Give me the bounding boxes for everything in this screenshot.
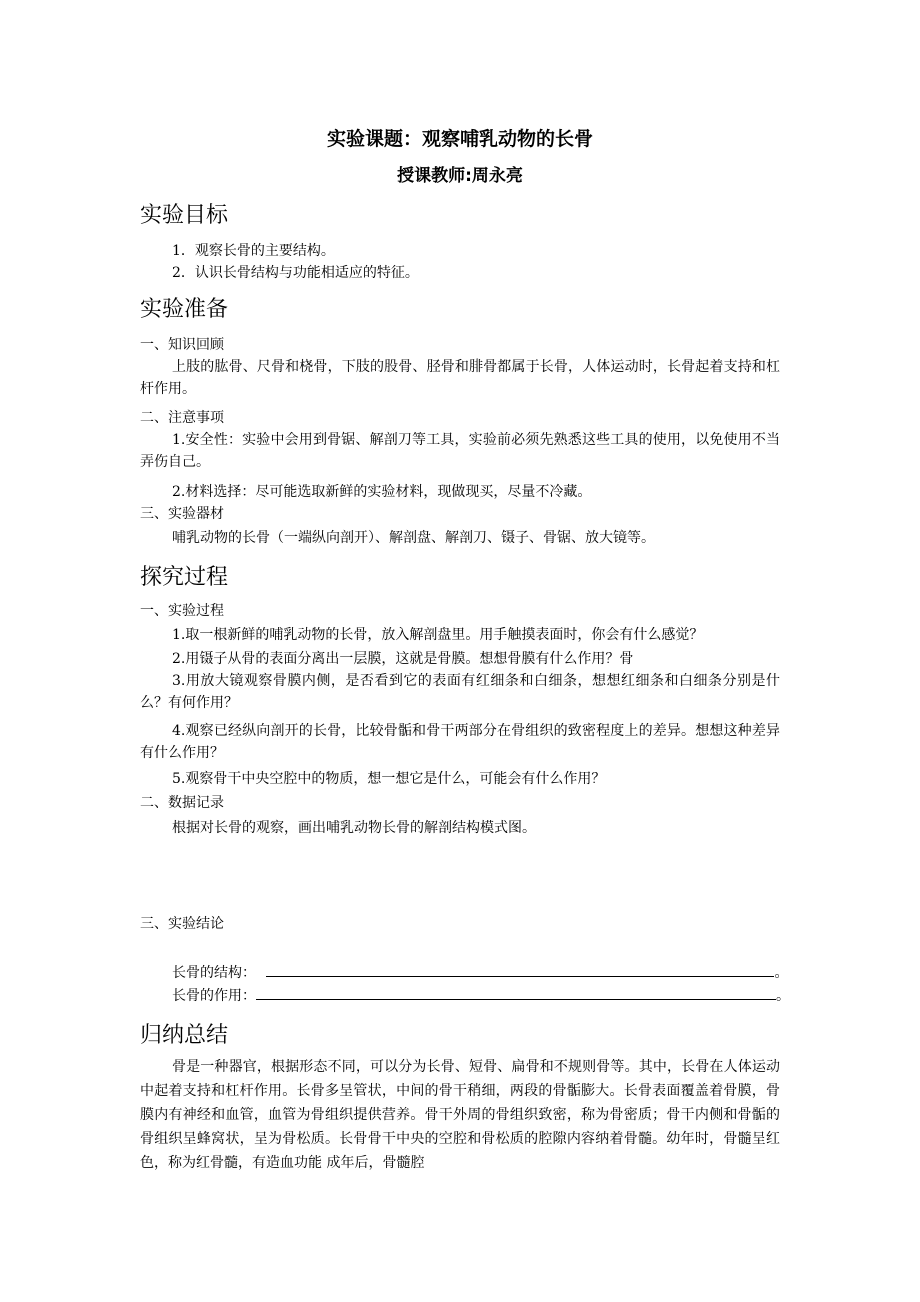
- step-5: 5.观察骨干中央空腔中的物质，想一想它是什么，可能会有什么作用？: [172, 771, 606, 787]
- structure-row: [172, 962, 788, 982]
- process-heading: 探究过程: [140, 565, 229, 590]
- record-text: 根据对长骨的观察，画出哺乳动物长骨的解剖结构模式图。: [172, 820, 536, 836]
- step-2: 2.用镊子从骨的表面分离出一层膜，这就是骨膜。想想骨膜有什么作用？骨: [172, 651, 634, 667]
- structure-period: 。: [774, 965, 789, 981]
- function-period: 。: [776, 988, 790, 1004]
- record-title: 二、数据记录: [140, 795, 224, 811]
- structure-label: 长骨的结构：: [172, 965, 256, 981]
- objectives-heading: 实验目标: [140, 203, 229, 228]
- teacher-name: 授课教师:周永亮: [397, 166, 523, 186]
- function-label: 长骨的作用：: [172, 988, 256, 1004]
- steps-title: 一、实验过程: [140, 603, 224, 619]
- note-safety: 1.安全性：实验中会用到骨锯、解剖刀等工具，实验前必须先熟悉这些工具的使用，以免使用不当弄伤自己。: [140, 432, 780, 471]
- step-1: 1.取一根新鲜的哺乳动物的长骨，放入解剖盘里。用手触摸表面时，你会有什么感觉？: [172, 627, 704, 643]
- structure-answer-blank[interactable]: [266, 962, 774, 977]
- note-materials: 2.材料选择：尽可能选取新鲜的实验材料，现做现买，尽量不冷藏。: [172, 484, 592, 500]
- equipment-text: 哺乳动物的长骨（一端纵向剖开）、解剖盘、解剖刀、镊子、骨锯、放大镜等。: [172, 530, 655, 546]
- conclusion-title: 三、实验结论: [140, 916, 224, 932]
- step-4: 4.观察已经纵向剖开的长骨，比较骨骺和骨干两部分在骨组织的致密程度上的差异。想想这种差异有什么作用？: [140, 723, 780, 762]
- knowledge-text: 上肢的肱骨、尺骨和桡骨，下肢的股骨、胫骨和腓骨都属于长骨，人体运动时，长骨起着支持和杠杆作用。: [140, 359, 780, 398]
- function-row: [172, 985, 790, 1005]
- step-3: 3.用放大镜观察骨膜内侧，是否看到它的表面有红细条和白细条，想想红细条和白细条分别是什么？有何作用？: [140, 673, 780, 712]
- function-answer-blank[interactable]: [256, 985, 776, 1000]
- summary-heading: 归纳总结: [140, 1023, 229, 1048]
- summary-text: 骨是一种器官，根据形态不同，可以分为长骨、短骨、扁骨和不规则骨等。其中，长骨在人体运动中起着支持和杠杆作用。长骨多呈管状，中间的骨干稍细，两段的骨骺膨大。长骨表面覆盖着骨膜，骨膜内有神经和血管，血管为骨组织提供营养。骨干外周的骨组织致密，称为骨密质；骨干内侧和骨骺的骨组织呈蜂窝状，呈为骨松质。长骨骨干中央的空腔和骨松质的腔隙内容纳着骨髓。幼年时，骨髓呈红色，称为红骨髓，有造血功能 成年后，骨髓腔: [140, 1059, 780, 1171]
- objective-item-1: 1．观察长骨的主要结构。: [172, 243, 335, 259]
- notes-title: 二、注意事项: [140, 410, 224, 426]
- document-title: 实验课题：观察哺乳动物的长骨: [326, 128, 593, 150]
- knowledge-title: 一、知识回顾: [140, 337, 224, 353]
- equipment-title: 三、实验器材: [140, 506, 224, 522]
- preparation-heading: 实验准备: [140, 297, 229, 322]
- objective-item-2: 2．认识长骨结构与功能相适应的特征。: [172, 265, 419, 281]
